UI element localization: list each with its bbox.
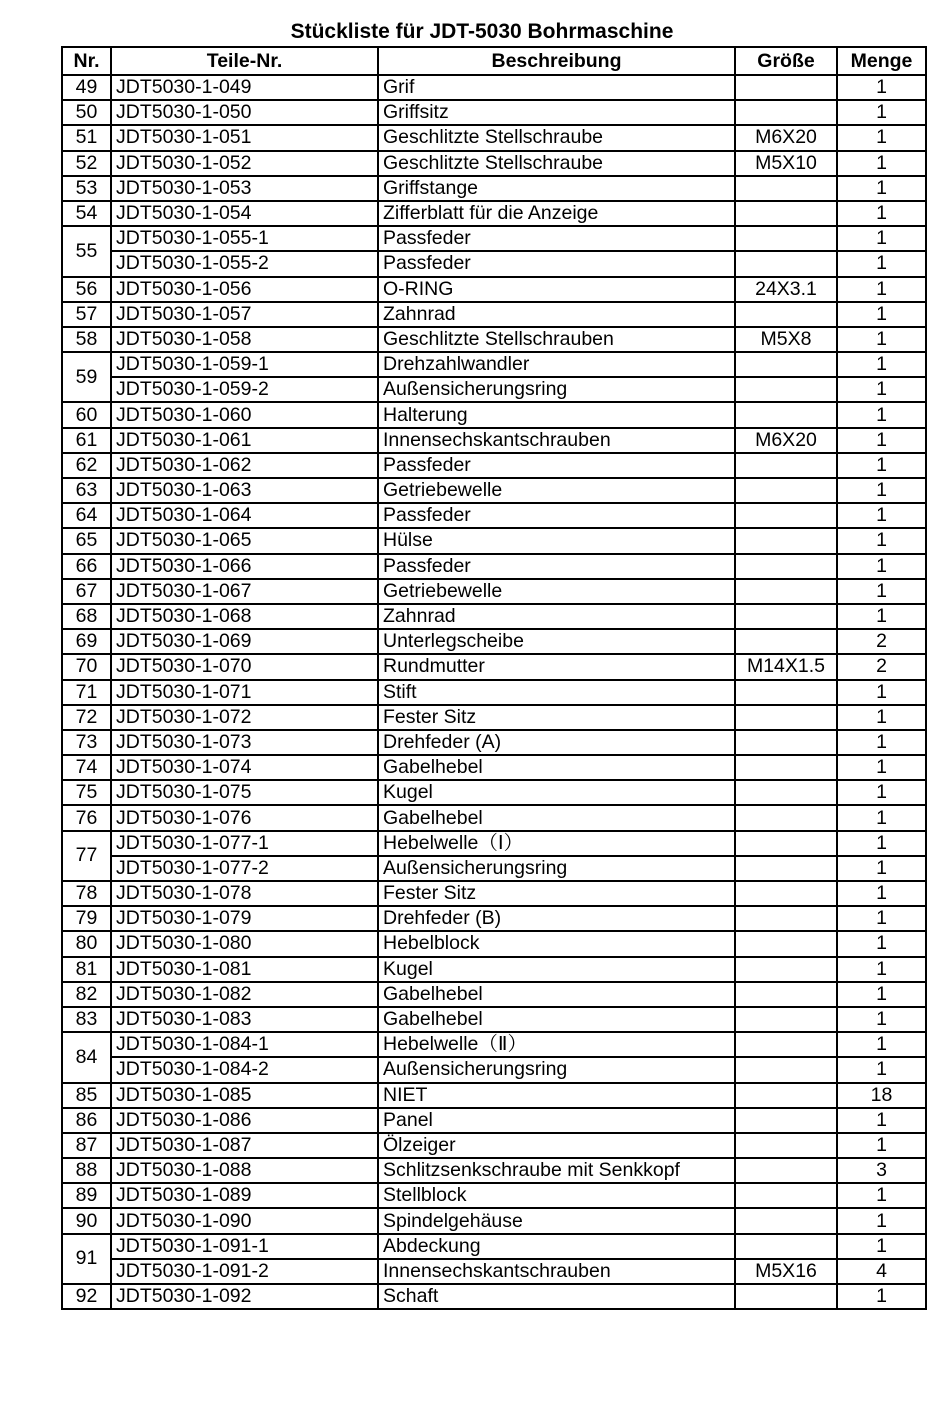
cell-teile-nr: JDT5030-1-077-1 [111,831,378,856]
cell-groesse [735,856,837,881]
cell-teile-nr: JDT5030-1-060 [111,402,378,427]
cell-nr: 85 [62,1083,111,1108]
cell-teile-nr: JDT5030-1-080 [111,931,378,956]
cell-menge: 18 [837,1083,926,1108]
cell-nr: 89 [62,1183,111,1208]
cell-nr: 60 [62,402,111,427]
cell-groesse [735,931,837,956]
table-row [62,856,926,881]
cell-beschreibung: Drehfeder (B) [378,906,735,931]
cell-groesse: M5X10 [735,151,837,176]
cell-teile-nr: JDT5030-1-068 [111,604,378,629]
cell-groesse [735,680,837,705]
cell-groesse [735,705,837,730]
cell-groesse: M5X16 [735,1259,837,1284]
page-title: Stückliste für JDT-5030 Bohrmaschine [290,20,674,43]
cell-beschreibung: Zifferblatt für die Anzeige [378,201,735,226]
cell-menge: 1 [837,1108,926,1133]
cell-groesse: 24X3.1 [735,277,837,302]
cell-nr: 58 [62,327,111,352]
cell-groesse [735,1032,837,1057]
cell-beschreibung: Gabelhebel [378,805,735,830]
cell-beschreibung: Passfeder [378,554,735,579]
cell-groesse [735,1158,837,1183]
cell-groesse: M6X20 [735,125,837,150]
header-teile-nr: Teile-Nr. [111,47,378,75]
cell-teile-nr: JDT5030-1-056 [111,277,378,302]
table-row [62,730,926,755]
cell-nr: 61 [62,428,111,453]
cell-nr: 64 [62,503,111,528]
cell-menge: 1 [837,201,926,226]
cell-groesse [735,1057,837,1082]
cell-menge: 1 [837,100,926,125]
cell-beschreibung: Ölzeiger [378,1133,735,1158]
cell-nr: 80 [62,931,111,956]
cell-teile-nr: JDT5030-1-085 [111,1083,378,1108]
table-row [62,377,926,402]
cell-menge: 1 [837,554,926,579]
cell-menge: 1 [837,428,926,453]
cell-nr: 82 [62,982,111,1007]
cell-nr: 49 [62,75,111,100]
cell-groesse [735,780,837,805]
cell-menge: 1 [837,503,926,528]
cell-teile-nr: JDT5030-1-082 [111,982,378,1007]
cell-teile-nr: JDT5030-1-088 [111,1158,378,1183]
table-row [62,1234,926,1259]
cell-beschreibung: Spindelgehäuse [378,1208,735,1233]
cell-groesse [735,528,837,553]
cell-menge: 1 [837,1284,926,1309]
cell-beschreibung: NIET [378,1083,735,1108]
table-row [62,402,926,427]
cell-beschreibung: Außensicherungsring [378,856,735,881]
cell-teile-nr: JDT5030-1-076 [111,805,378,830]
table-row [62,352,926,377]
table-row [62,1007,926,1032]
cell-teile-nr: JDT5030-1-054 [111,201,378,226]
cell-menge: 1 [837,906,926,931]
cell-groesse [735,251,837,276]
cell-teile-nr: JDT5030-1-091-1 [111,1234,378,1259]
table-row [62,1032,926,1057]
table-row [62,226,926,251]
cell-nr: 68 [62,604,111,629]
cell-nr: 88 [62,1158,111,1183]
cell-teile-nr: JDT5030-1-067 [111,579,378,604]
table-row [62,554,926,579]
cell-menge: 1 [837,528,926,553]
cell-nr: 63 [62,478,111,503]
cell-beschreibung: Schlitzsenkschraube mit Senkkopf [378,1158,735,1183]
cell-menge: 1 [837,680,926,705]
cell-menge: 1 [837,1208,926,1233]
cell-nr: 75 [62,780,111,805]
cell-nr: 86 [62,1108,111,1133]
cell-menge: 1 [837,1133,926,1158]
cell-groesse [735,503,837,528]
cell-teile-nr: JDT5030-1-055-2 [111,251,378,276]
cell-nr: 57 [62,302,111,327]
cell-teile-nr: JDT5030-1-075 [111,780,378,805]
cell-beschreibung: Fester Sitz [378,705,735,730]
cell-nr: 67 [62,579,111,604]
table-row [62,327,926,352]
cell-nr: 83 [62,1007,111,1032]
cell-nr: 71 [62,680,111,705]
cell-groesse [735,302,837,327]
cell-menge: 1 [837,856,926,881]
cell-nr: 84 [62,1032,111,1082]
cell-teile-nr: JDT5030-1-049 [111,75,378,100]
cell-menge: 1 [837,377,926,402]
table-row [62,428,926,453]
cell-teile-nr: JDT5030-1-065 [111,528,378,553]
table-row [62,881,926,906]
cell-groesse [735,176,837,201]
cell-menge: 1 [837,931,926,956]
cell-groesse [735,352,837,377]
cell-teile-nr: JDT5030-1-051 [111,125,378,150]
cell-beschreibung: Grif [378,75,735,100]
cell-beschreibung: Rundmutter [378,654,735,679]
cell-nr: 72 [62,705,111,730]
cell-beschreibung: Zahnrad [378,302,735,327]
cell-nr: 56 [62,277,111,302]
cell-nr: 92 [62,1284,111,1309]
cell-beschreibung: Innensechskantschrauben [378,1259,735,1284]
cell-beschreibung: Zahnrad [378,604,735,629]
header-groesse: Größe [735,47,837,75]
cell-groesse [735,1183,837,1208]
cell-menge: 1 [837,125,926,150]
cell-beschreibung: Außensicherungsring [378,1057,735,1082]
cell-teile-nr: JDT5030-1-087 [111,1133,378,1158]
cell-nr: 76 [62,805,111,830]
cell-nr: 90 [62,1208,111,1233]
cell-beschreibung: Hebelblock [378,931,735,956]
table-row [62,604,926,629]
cell-beschreibung: Drehfeder (A) [378,730,735,755]
cell-beschreibung: O-RING [378,277,735,302]
cell-teile-nr: JDT5030-1-092 [111,1284,378,1309]
cell-beschreibung: Halterung [378,402,735,427]
cell-teile-nr: JDT5030-1-073 [111,730,378,755]
cell-groesse [735,755,837,780]
table-row [62,957,926,982]
cell-beschreibung: Unterlegscheibe [378,629,735,654]
table-row [62,1259,926,1284]
cell-menge: 1 [837,151,926,176]
cell-beschreibung: Geschlitzte Stellschrauben [378,327,735,352]
cell-teile-nr: JDT5030-1-057 [111,302,378,327]
cell-groesse [735,453,837,478]
cell-groesse [735,1108,837,1133]
parts-table [61,46,927,1310]
table-row [62,906,926,931]
cell-groesse [735,1007,837,1032]
header-nr: Nr. [62,47,111,75]
cell-menge: 1 [837,1183,926,1208]
cell-nr: 54 [62,201,111,226]
cell-teile-nr: JDT5030-1-090 [111,1208,378,1233]
cell-groesse [735,579,837,604]
cell-menge: 1 [837,1234,926,1259]
cell-beschreibung: Panel [378,1108,735,1133]
cell-groesse [735,75,837,100]
cell-menge: 1 [837,1057,926,1082]
cell-teile-nr: JDT5030-1-069 [111,629,378,654]
table-row [62,629,926,654]
table-row [62,478,926,503]
cell-groesse [735,100,837,125]
cell-beschreibung: Stift [378,680,735,705]
table-row [62,780,926,805]
table-row [62,100,926,125]
header-beschreibung: Beschreibung [378,47,735,75]
cell-nr: 91 [62,1234,111,1284]
table-row [62,654,926,679]
cell-beschreibung: Hebelwelle（Ⅱ） [378,1032,735,1057]
cell-teile-nr: JDT5030-1-077-2 [111,856,378,881]
cell-beschreibung: Hebelwelle（Ⅰ） [378,831,735,856]
cell-beschreibung: Geschlitzte Stellschraube [378,125,735,150]
cell-menge: 1 [837,755,926,780]
cell-groesse [735,982,837,1007]
table-row [62,201,926,226]
cell-nr: 53 [62,176,111,201]
cell-beschreibung: Schaft [378,1284,735,1309]
cell-nr: 70 [62,654,111,679]
cell-teile-nr: JDT5030-1-081 [111,957,378,982]
cell-beschreibung: Außensicherungsring [378,377,735,402]
cell-beschreibung: Passfeder [378,503,735,528]
cell-menge: 4 [837,1259,926,1284]
cell-groesse [735,831,837,856]
cell-menge: 1 [837,402,926,427]
cell-menge: 1 [837,604,926,629]
table-row [62,302,926,327]
cell-teile-nr: JDT5030-1-063 [111,478,378,503]
cell-teile-nr: JDT5030-1-091-2 [111,1259,378,1284]
cell-teile-nr: JDT5030-1-071 [111,680,378,705]
cell-nr: 69 [62,629,111,654]
cell-nr: 73 [62,730,111,755]
table-row [62,251,926,276]
table-row [62,982,926,1007]
table-row [62,125,926,150]
cell-teile-nr: JDT5030-1-059-1 [111,352,378,377]
cell-teile-nr: JDT5030-1-084-1 [111,1032,378,1057]
table-row [62,831,926,856]
cell-groesse [735,554,837,579]
table-row [62,277,926,302]
cell-beschreibung: Gabelhebel [378,755,735,780]
table-row [62,1108,926,1133]
cell-menge: 1 [837,176,926,201]
cell-nr: 79 [62,906,111,931]
cell-menge: 1 [837,302,926,327]
cell-groesse [735,402,837,427]
cell-teile-nr: JDT5030-1-055-1 [111,226,378,251]
cell-beschreibung: Kugel [378,957,735,982]
cell-menge: 1 [837,579,926,604]
cell-beschreibung: Gabelhebel [378,1007,735,1032]
cell-beschreibung: Gabelhebel [378,982,735,1007]
cell-menge: 1 [837,881,926,906]
cell-menge: 1 [837,957,926,982]
cell-teile-nr: JDT5030-1-084-2 [111,1057,378,1082]
cell-groesse [735,957,837,982]
table-row [62,151,926,176]
cell-menge: 2 [837,629,926,654]
cell-beschreibung: Passfeder [378,251,735,276]
cell-nr: 74 [62,755,111,780]
cell-beschreibung: Innensechskantschrauben [378,428,735,453]
table-row [62,579,926,604]
table-row [62,805,926,830]
table-row [62,453,926,478]
cell-teile-nr: JDT5030-1-050 [111,100,378,125]
cell-teile-nr: JDT5030-1-078 [111,881,378,906]
cell-nr: 62 [62,453,111,478]
cell-groesse [735,906,837,931]
cell-teile-nr: JDT5030-1-062 [111,453,378,478]
table-row [62,1208,926,1233]
cell-teile-nr: JDT5030-1-064 [111,503,378,528]
cell-teile-nr: JDT5030-1-053 [111,176,378,201]
cell-menge: 1 [837,478,926,503]
table-row [62,705,926,730]
table-row [62,75,926,100]
cell-menge: 1 [837,780,926,805]
cell-teile-nr: JDT5030-1-058 [111,327,378,352]
cell-teile-nr: JDT5030-1-089 [111,1183,378,1208]
cell-nr: 51 [62,125,111,150]
cell-menge: 1 [837,251,926,276]
cell-groesse [735,1083,837,1108]
cell-beschreibung: Passfeder [378,453,735,478]
cell-groesse [735,604,837,629]
cell-groesse: M5X8 [735,327,837,352]
cell-groesse [735,1208,837,1233]
cell-groesse [735,1284,837,1309]
cell-beschreibung: Fester Sitz [378,881,735,906]
cell-beschreibung: Kugel [378,780,735,805]
cell-teile-nr: JDT5030-1-061 [111,428,378,453]
cell-nr: 52 [62,151,111,176]
cell-beschreibung: Getriebewelle [378,579,735,604]
cell-menge: 1 [837,453,926,478]
cell-beschreibung: Griffsitz [378,100,735,125]
cell-menge: 1 [837,277,926,302]
cell-teile-nr: JDT5030-1-074 [111,755,378,780]
table-row [62,528,926,553]
cell-menge: 1 [837,352,926,377]
cell-nr: 66 [62,554,111,579]
cell-menge: 1 [837,831,926,856]
cell-menge: 2 [837,654,926,679]
cell-beschreibung: Passfeder [378,226,735,251]
cell-groesse [735,478,837,503]
cell-menge: 3 [837,1158,926,1183]
cell-nr: 87 [62,1133,111,1158]
cell-beschreibung: Stellblock [378,1183,735,1208]
cell-menge: 1 [837,805,926,830]
table-row [62,1083,926,1108]
cell-teile-nr: JDT5030-1-086 [111,1108,378,1133]
cell-beschreibung: Hülse [378,528,735,553]
cell-teile-nr: JDT5030-1-059-2 [111,377,378,402]
cell-beschreibung: Geschlitzte Stellschraube [378,151,735,176]
cell-menge: 1 [837,1032,926,1057]
cell-beschreibung: Drehzahlwandler [378,352,735,377]
cell-beschreibung: Getriebewelle [378,478,735,503]
cell-groesse [735,730,837,755]
cell-nr: 81 [62,957,111,982]
cell-groesse [735,1234,837,1259]
table-row [62,503,926,528]
header-menge: Menge [837,47,926,75]
cell-groesse [735,805,837,830]
cell-menge: 1 [837,982,926,1007]
cell-nr: 78 [62,881,111,906]
cell-teile-nr: JDT5030-1-083 [111,1007,378,1032]
cell-menge: 1 [837,327,926,352]
table-row [62,680,926,705]
cell-teile-nr: JDT5030-1-079 [111,906,378,931]
cell-groesse [735,881,837,906]
cell-nr: 50 [62,100,111,125]
table-row [62,1158,926,1183]
cell-teile-nr: JDT5030-1-072 [111,705,378,730]
cell-groesse [735,226,837,251]
cell-groesse [735,629,837,654]
cell-menge: 1 [837,226,926,251]
cell-nr: 65 [62,528,111,553]
cell-beschreibung: Abdeckung [378,1234,735,1259]
cell-nr: 77 [62,831,111,881]
cell-menge: 1 [837,75,926,100]
table-row [62,931,926,956]
table-row [62,755,926,780]
cell-menge: 1 [837,730,926,755]
cell-nr: 55 [62,226,111,276]
cell-groesse: M6X20 [735,428,837,453]
table-row [62,1057,926,1082]
parts-body [62,75,926,1309]
table-row [62,1284,926,1309]
cell-groesse: M14X1.5 [735,654,837,679]
cell-groesse [735,1133,837,1158]
cell-menge: 1 [837,705,926,730]
cell-teile-nr: JDT5030-1-066 [111,554,378,579]
table-row [62,1133,926,1158]
cell-nr: 59 [62,352,111,402]
table-row [62,1183,926,1208]
cell-groesse [735,201,837,226]
table-row [62,176,926,201]
cell-menge: 1 [837,1007,926,1032]
cell-teile-nr: JDT5030-1-052 [111,151,378,176]
cell-groesse [735,377,837,402]
cell-beschreibung: Griffstange [378,176,735,201]
header-row [62,47,926,75]
cell-teile-nr: JDT5030-1-070 [111,654,378,679]
